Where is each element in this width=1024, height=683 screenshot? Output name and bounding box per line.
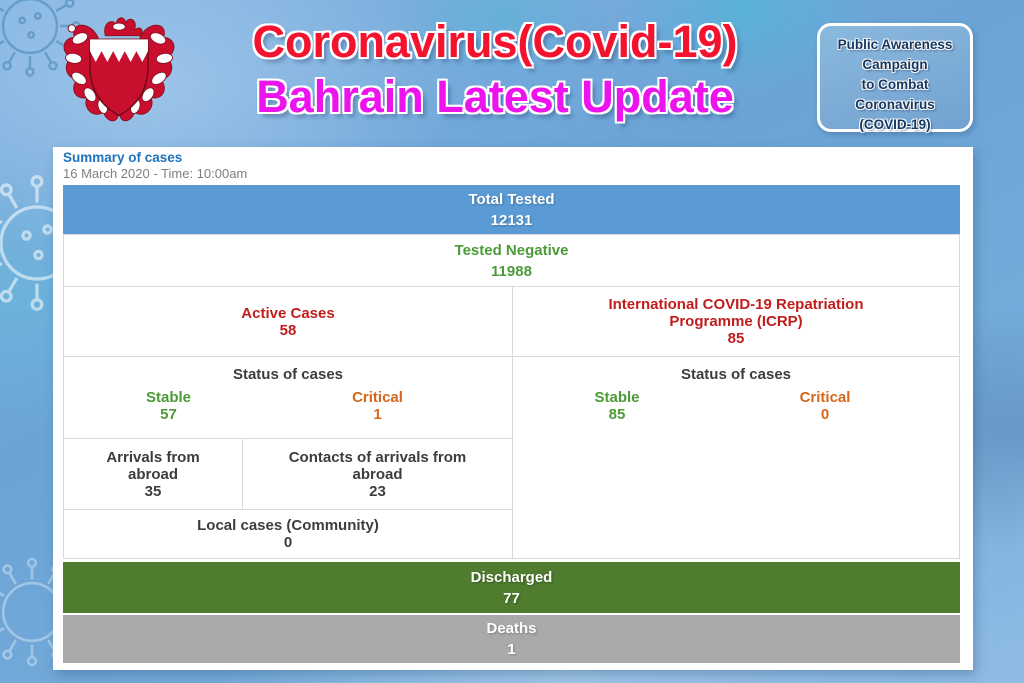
critical-status — [273, 389, 482, 423]
arrivals-abroad-label: Arrivals from abroad — [106, 448, 200, 483]
stable-status — [513, 389, 721, 423]
contacts-arrivals-value: 23 — [369, 482, 386, 500]
bahrain-coat-of-arms-icon — [60, 8, 178, 136]
local-community-value: 0 — [283, 534, 293, 551]
local-cases-column — [64, 287, 513, 558]
arrivals-abroad-cell — [64, 439, 243, 509]
badge-line: Public Awareness — [837, 37, 953, 52]
awareness-badge — [817, 23, 973, 132]
icrp-cell — [513, 287, 959, 357]
badge-line: Campaign — [862, 57, 928, 72]
arrivals-abroad-value: 35 — [144, 482, 162, 500]
summary-datetime: 16 March 2020 - Time: 10:00am — [63, 166, 248, 181]
stable-value: 57 — [160, 406, 177, 423]
title-line-1: Coronavirus(Covid-19) — [252, 16, 738, 67]
icrp-status-of-cases-cell — [513, 357, 959, 558]
badge-line: (COVID-19) — [859, 117, 931, 132]
stable-label: Stable — [145, 389, 191, 406]
local-community-cell — [64, 510, 512, 558]
deaths-row — [63, 615, 960, 663]
discharged-row — [63, 562, 960, 613]
icrp-column — [513, 287, 959, 558]
deaths-label: Deaths — [486, 620, 537, 637]
active-cases-value: 58 — [279, 321, 297, 339]
critical-value: 1 — [373, 406, 382, 423]
summary-title: Summary of cases — [63, 150, 183, 165]
deaths-value: 1 — [507, 641, 516, 658]
total-tested-label: Total Tested — [468, 190, 555, 208]
summary-panel — [53, 147, 973, 670]
status-of-cases-cell — [64, 357, 512, 439]
discharged-label: Discharged — [470, 568, 553, 586]
stable-value: 85 — [608, 406, 626, 423]
local-community-label: Local cases (Community) — [197, 517, 379, 534]
active-cases-cell — [64, 287, 512, 357]
contacts-arrivals-cell — [243, 439, 512, 509]
discharged-value: 77 — [503, 589, 520, 607]
status-title: Status of cases — [680, 366, 792, 383]
badge-line: Coronavirus — [855, 97, 935, 112]
active-cases-label: Active Cases — [241, 304, 335, 322]
cases-detail-grid — [63, 286, 960, 559]
total-tested-row — [63, 185, 960, 234]
tested-negative-label: Tested Negative — [454, 241, 569, 259]
critical-value: 0 — [820, 406, 830, 423]
badge-line: to Combat — [861, 77, 929, 92]
total-tested-value: 12131 — [490, 211, 533, 229]
stable-status — [64, 389, 273, 423]
cases-table — [63, 185, 960, 663]
icrp-label: International COVID-19 Repatriation Programme (ICRP) — [608, 296, 864, 330]
stable-label: Stable — [594, 389, 640, 406]
icrp-value: 85 — [727, 330, 745, 347]
critical-status — [721, 389, 929, 423]
status-title: Status of cases — [232, 366, 344, 383]
title-line-2: Bahrain Latest Update — [256, 71, 734, 122]
critical-label: Critical — [352, 389, 403, 406]
tested-negative-row — [63, 234, 960, 287]
page-title — [200, 14, 790, 124]
tested-negative-value: 11988 — [491, 262, 532, 280]
contacts-arrivals-label: Contacts of arrivals from abroad — [288, 448, 467, 483]
critical-label: Critical — [799, 389, 851, 406]
